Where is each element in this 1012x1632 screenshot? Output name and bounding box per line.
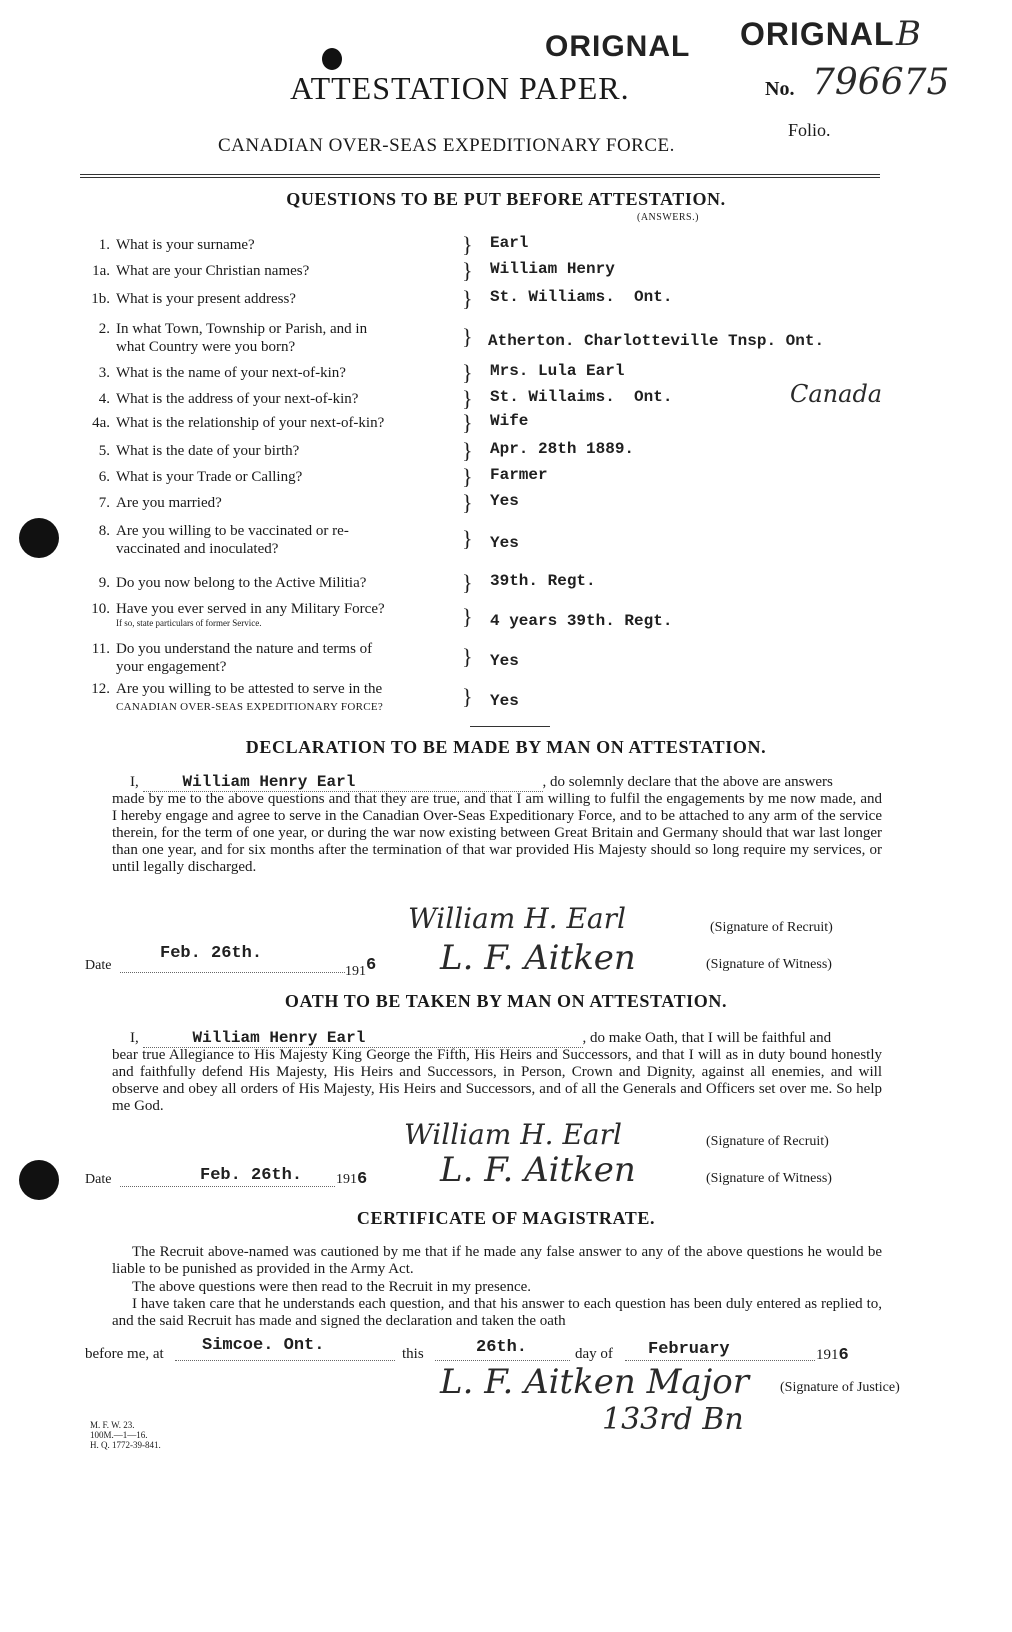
question-row [82,236,472,254]
certificate-year-suffix: 6 [838,1346,849,1365]
declaration-recruit-signature: William H. Earl [408,902,626,935]
magistrate-sig-label: (Signature of Justice) [780,1380,900,1395]
answer-value: Earl [490,234,529,252]
answer-brace: } [462,386,473,411]
declaration-witness-signature: L. F. Aitken [440,938,636,978]
question-text-continued: your engagement? [116,659,227,675]
question-number: 8. [98,523,110,539]
question-number: 10. [91,601,110,617]
question-number: 3. [98,365,110,381]
document-title: ATTESTATION PAPER. [290,70,630,106]
folio-label: Folio. [788,120,831,140]
question-number: 7. [98,495,110,511]
question-text: In what Town, Township or Parish, and in [116,321,368,337]
certificate-before-label: before me, at [85,1346,164,1362]
question-number: 5. [98,443,110,459]
certificate-heading: CERTIFICATE OF MAGISTRATE. [356,1208,656,1228]
questions-heading: QUESTIONS TO BE PUT BEFORE ATTESTATION. [286,189,726,209]
answer-value: William Henry [490,260,615,278]
declaration-year [345,956,376,980]
question-number: 1b. [91,291,110,307]
declaration-text1: , do solemnly declare that the above are answers [542,774,833,790]
answer-value: Yes [490,492,519,510]
question-row [82,262,472,280]
oath-heading: OATH TO BE TAKEN BY MAN ON ATTESTATION. [284,991,728,1011]
question-row [82,600,472,628]
answer-brace: } [462,604,473,629]
header-rule-2 [80,177,880,178]
question-text: Do you understand the nature and terms of [116,641,373,657]
oath-year-prefix: 191 [336,1172,357,1187]
question-number: 9. [98,575,110,591]
declaration-name: William Henry Earl [143,774,543,792]
declaration-date-line [120,972,345,973]
question-row [82,364,472,382]
declaration-date-label: Date [85,958,112,973]
answer-value: Wife [490,412,529,430]
unit-annotation: 133rd Bn [602,1402,744,1437]
question-number: 6. [98,469,110,485]
question-text: What is your Trade or Calling? [116,469,303,485]
certificate-place: Simcoe. Ont. [202,1336,325,1355]
question-row [82,494,472,512]
ink-blot [322,48,342,70]
answer-brace: } [462,360,473,385]
number-label: No. [765,78,795,100]
question-row [82,290,472,308]
certificate-this-label: this [402,1346,424,1362]
oath-name: William Henry Earl [143,1030,583,1048]
question-row [82,390,472,408]
certificate-year-prefix: 191 [816,1347,839,1363]
answer-value: Yes [490,652,519,670]
question-text: What is the address of your next-of-kin? [116,391,359,407]
question-text: What is the relationship of your next-of-kin? [116,415,385,431]
answer-brace: } [462,410,473,435]
certificate-month: February [648,1340,730,1359]
declaration-body: made by me to the above questions and that they are true, and that I am willing to fulfil the engagements by me now made, and I hereby engage and agree to serve in the Canadian Over-Seas Expeditionary Force, and to be attached to any arm of the service therein, for the term of one year, or during the war now existing between Great Britain and Germany should that war last longer than one year, and for six months after the termination of that war provided His Majesty should so long require my services, or until legally discharged. [112,791,882,875]
answer-value: Yes [490,534,519,552]
oath-i-label: I, [130,1030,139,1046]
punch-hole-bottom [19,1160,59,1200]
answer-brace: } [462,324,473,349]
oath-text1: , do make Oath, that I will be faithful and [582,1030,832,1046]
question-text: Have you ever served in any Military Force? [116,601,385,617]
orignal-stamp-right: ORIGNAL [740,16,895,52]
answer-value: 4 years 39th. Regt. [490,612,673,630]
declaration-opening [130,774,882,792]
certificate-p2: The above questions were then read to the Recruit in my presence. [132,1279,532,1295]
answer-value: St. Willaims. Ont. [490,388,673,406]
certificate-day-of-label: day of [575,1346,613,1362]
magistrate-signature: L. F. Aitken Major [440,1362,749,1402]
declaration-i-label: I, [130,774,139,790]
question-number: 2. [98,321,110,337]
answer-value: Yes [490,692,519,710]
oath-year [336,1170,367,1189]
answer-brace: } [462,464,473,489]
declaration-year-suffix: 6 [366,956,377,975]
question-text-continued: what Country were you born? [116,339,296,355]
question-text: Are you married? [116,495,222,511]
question-text-continued: If so, state particulars of former Service. [116,618,262,628]
answer-value: Farmer [490,466,548,484]
question-text: What are your Christian names? [116,263,310,279]
question-row [82,414,472,432]
question-row [82,320,472,356]
question-text: Are you willing to be attested to serve in the [116,681,383,697]
declaration-date: Feb. 26th. [160,944,263,963]
document-subtitle: CANADIAN OVER-SEAS EXPEDITIONARY FORCE. [218,135,675,156]
punch-hole-top [19,518,59,558]
question-number: 1. [98,237,110,253]
answers-label: (ANSWERS.) [637,212,699,223]
orignal-stamp-center: ORIGNAL [545,30,691,63]
answer-value: 39th. Regt. [490,572,596,590]
form-code-1: M. F. W. 23. [90,1420,135,1430]
certificate-month-line [625,1360,815,1361]
declaration-heading: DECLARATION TO BE MADE BY MAN ON ATTESTATION. [245,737,767,757]
form-code-3: H. Q. 1772-39-841. [90,1440,161,1450]
question-row [82,442,472,460]
certificate-place-line [175,1360,395,1361]
answer-brace: } [462,286,473,311]
question-number: 4. [98,391,110,407]
declaration-rule [470,726,550,727]
question-row [82,640,472,676]
answer-brace: } [462,526,473,551]
answer-value: Apr. 28th 1889. [490,440,635,458]
oath-date: Feb. 26th. [200,1166,303,1185]
answer-handwritten: Canada [790,380,883,408]
answer-value: Mrs. Lula Earl [490,362,625,380]
question-text: What is your surname? [116,237,255,253]
question-text: What is the name of your next-of-kin? [116,365,346,381]
question-text: Are you willing to be vaccinated or re- [116,523,349,539]
answer-brace: } [462,438,473,463]
question-text-continued: CANADIAN OVER-SEAS EXPEDITIONARY FORCE? [116,701,384,713]
oath-year-suffix: 6 [357,1170,368,1189]
oath-date-line [120,1186,335,1187]
answer-value: St. Williams. Ont. [490,288,673,306]
answer-brace: } [462,644,473,669]
question-text: What is your present address? [116,291,296,307]
stamp-mark: B [896,14,921,54]
regimental-number: 796675 [812,62,950,103]
certificate-day: 26th. [476,1338,528,1357]
certificate-day-line [435,1360,570,1361]
question-row [82,522,472,558]
oath-recruit-signature: William H. Earl [404,1118,622,1151]
certificate-p3: I have taken care that he understands each question, and that his answer to each question has been duly entered as replied to, and the said Recruit has made and signed the declaration and taken the oath [112,1296,882,1329]
question-text: Do you now belong to the Active Militia? [116,575,367,591]
oath-witness-sig-label: (Signature of Witness) [706,1171,832,1186]
answer-value: Atherton. Charlotteville Tnsp. Ont. [488,332,825,350]
question-number: 4a. [92,415,110,431]
question-text-continued: vaccinated and inoculated? [116,541,279,557]
oath-date-label: Date [85,1172,112,1187]
answer-brace: } [462,258,473,283]
question-number: 1a. [92,263,110,279]
answer-brace: } [462,684,473,709]
answer-brace: } [462,232,473,257]
question-row [82,468,472,486]
question-row [82,680,472,716]
header-rule [80,174,880,175]
declaration-year-prefix: 191 [345,964,366,979]
certificate-year [816,1346,849,1365]
certificate-p1: The Recruit above-named was cautioned by me that if he made any false answer to any of the above questions he would be liable to be punished as provided in the Army Act. [112,1244,882,1277]
oath-recruit-sig-label: (Signature of Recruit) [706,1134,829,1149]
question-text: What is the date of your birth? [116,443,300,459]
question-number: 12. [91,681,110,697]
oath-opening [130,1030,882,1048]
declaration-recruit-sig-label: (Signature of Recruit) [710,920,833,935]
oath-witness-signature: L. F. Aitken [440,1150,636,1190]
oath-body: bear true Allegiance to His Majesty King George the Fifth, His Heirs and Successors, and that I will as in duty bound honestly and faithfully defend His Majesty, His Heirs and Successors, in Person, Crown and Dignity, against all enemies, and will observe and obey all orders of His Majesty, His Heirs and Successors, and of all the Generals and Officers set over me. So help me God. [112,1047,882,1114]
question-row [82,574,472,592]
declaration-witness-sig-label: (Signature of Witness) [706,957,832,972]
answer-brace: } [462,490,473,515]
form-code-2: 100M.—1—16. [90,1430,148,1440]
question-number: 11. [91,641,110,657]
answer-brace: } [462,570,473,595]
